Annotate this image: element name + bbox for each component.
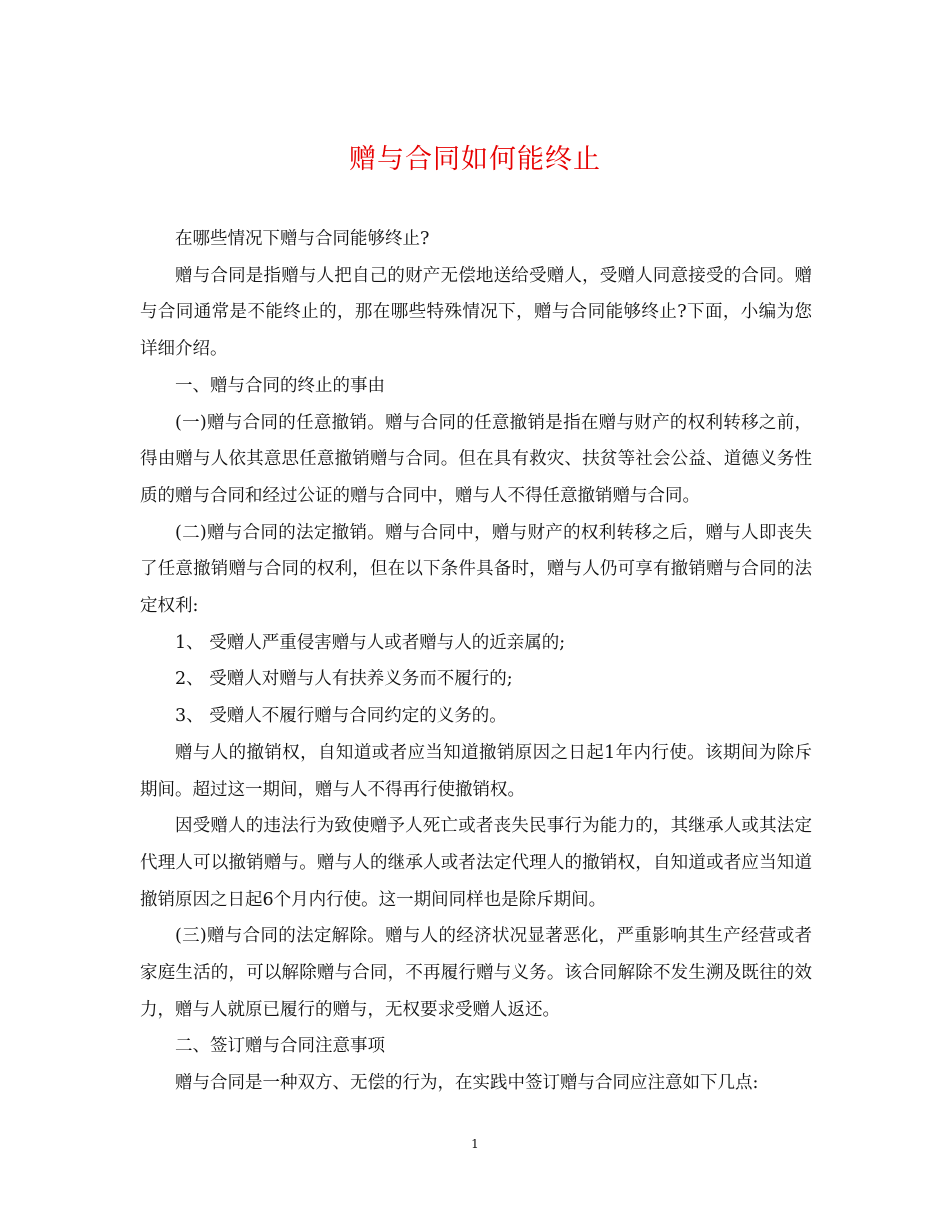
paragraph-intro: 赠与合同是指赠与人把自己的财产无偿地送给受赠人，受赠人同意接受的合同。赠与合同通常是不能终止的，那在哪些特殊情况下，赠与合同能够终止?下面，小编为您详细介绍。: [140, 265, 812, 360]
page-number: 1: [471, 1137, 479, 1151]
list-item-3: 3、 受赠人不履行赠与合同约定的义务的。: [175, 706, 507, 727]
paragraph-arbitrary-revocation: (一)赠与合同的任意撤销。赠与合同的任意撤销是指在赠与财产的权利转移之前，得由赠与人依其意思任意撤销赠与合同。但在具有救灾、扶贫等社会公益、道德义务性质的赠与合同和经过公证的赠与合同中，赠与人不得任意撤销赠与合同。: [140, 412, 812, 506]
paragraph-revocation-period: 赠与人的撤销权，自知道或者应当知道撤销原因之日起1年内行使。该期间为除斥期间。超过这一期间，赠与人不得再行使撤销权。: [140, 742, 812, 800]
paragraph-statutory-revocation: (二)赠与合同的法定撤销。赠与合同中，赠与财产的权利转移之后，赠与人即丧失了任意撤销赠与合同的权利，但在以下条件具备时，赠与人仍可享有撤销赠与合同的法定权利:: [140, 522, 812, 617]
paragraph-signing-notes: 赠与合同是一种双方、无偿的行为，在实践中签订赠与合同应注意如下几点:: [175, 1073, 759, 1094]
paragraph-question: 在哪些情况下赠与合同能够终止?: [175, 229, 430, 249]
section-heading-signing-notes: 二、签订赠与合同注意事项: [175, 1036, 385, 1057]
document-title: 赠与合同如何能终止: [349, 144, 601, 175]
paragraph-heir-revocation: 因受赠人的违法行为致使赠予人死亡或者丧失民事行为能力的，其继承人或其法定代理人可以撤销赠与。赠与人的继承人或者法定代理人的撤销权，自知道或者应当知道撤销原因之日起6个月内行使。这一期间同样也是除斥期间。: [140, 816, 812, 910]
list-item-1: 1、 受赠人严重侵害赠与人或者赠与人的近亲属的;: [175, 632, 566, 653]
paragraph-statutory-rescission: (三)赠与合同的法定解除。赠与人的经济状况显著恶化，严重影响其生产经营或者家庭生活的，可以解除赠与合同，不再履行赠与义务。该合同解除不发生溯及既往的效力，赠与人就原已履行的赠与，无权要求受赠人返还。: [140, 926, 812, 1020]
document-body: [140, 221, 812, 1102]
section-heading-termination-reasons: 一、赠与合同的终止的事由: [175, 375, 385, 396]
list-item-2: 2、 受赠人对赠与人有扶养义务而不履行的;: [175, 669, 513, 690]
